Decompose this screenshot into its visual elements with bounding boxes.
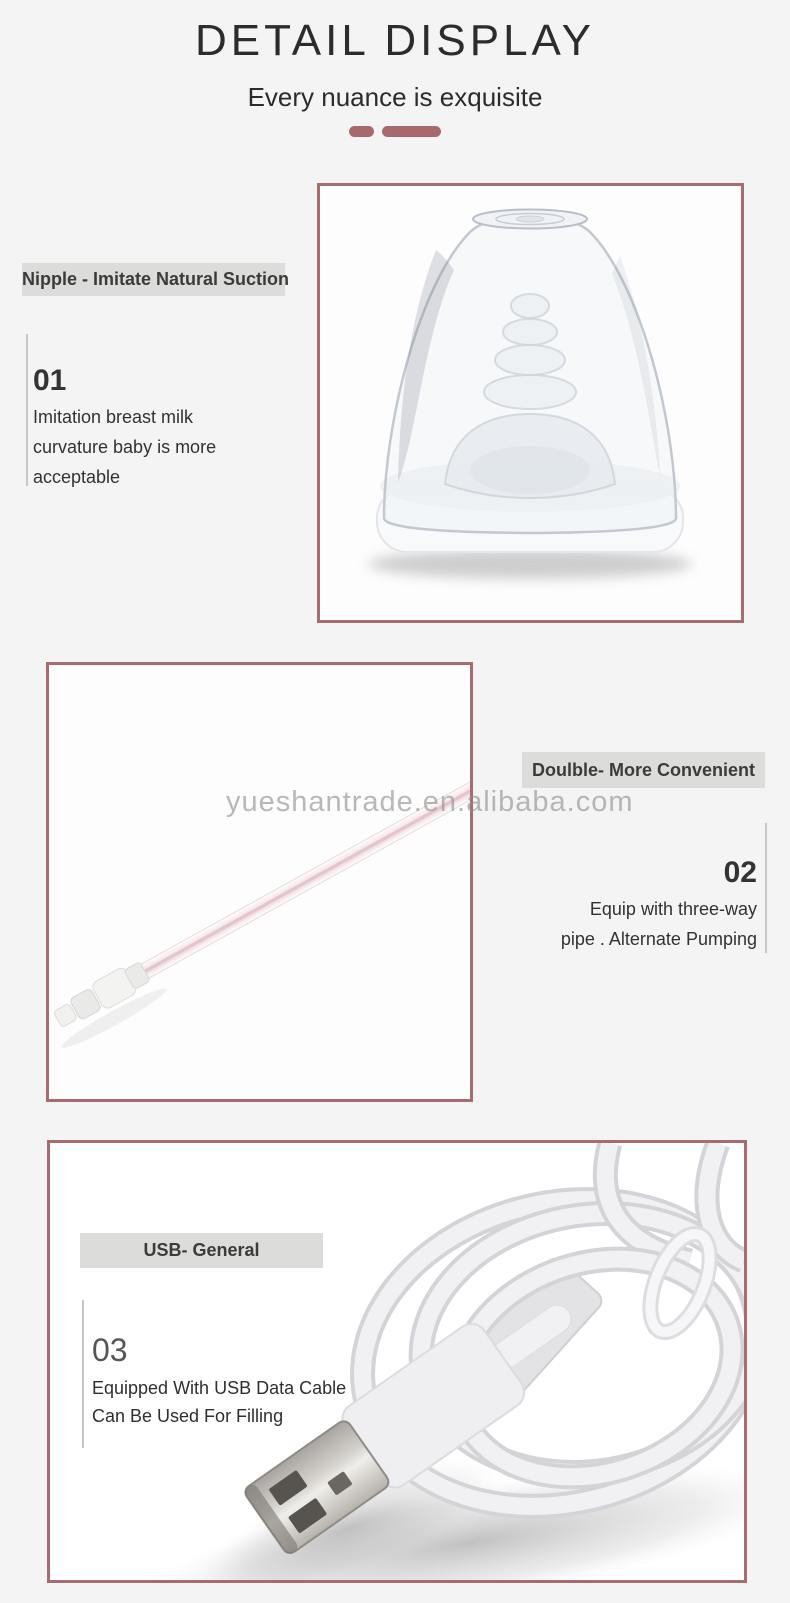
section-1-text-line: acceptable — [33, 467, 121, 487]
section-1-label: Nipple - Imitate Natural Suction — [22, 263, 285, 296]
ornament-pill-small — [349, 126, 374, 137]
ornament-pill-large — [382, 126, 441, 137]
section-1-photo-frame — [317, 183, 744, 623]
section-2-divider-line — [765, 823, 767, 953]
section-2-number: 02 — [723, 856, 757, 889]
section-1-description — [33, 402, 216, 492]
nipple-cover-photo — [320, 186, 741, 620]
three-way-pipe-photo — [49, 665, 470, 1099]
section-1-text-line: curvature baby is more — [33, 437, 217, 457]
section-2-label: Doulble- More Convenient — [522, 752, 765, 788]
section-2-photo-frame — [46, 662, 473, 1102]
section-3-text-line: Equipped With USB Data Cable — [92, 1378, 347, 1398]
section-2-text-line: Equip with three-way — [589, 899, 757, 919]
page-title: DETAIL DISPLAY — [195, 16, 595, 65]
section-1-text-line: Imitation breast milk — [33, 407, 194, 427]
page-subtitle: Every nuance is exquisite — [247, 82, 543, 112]
outer-dome — [384, 210, 676, 534]
section-3-text-line: Can Be Used For Filling — [92, 1406, 284, 1426]
watermark: yueshantrade.en.alibaba.com — [226, 786, 634, 818]
section-1-divider-line — [26, 334, 28, 486]
nipple-cover-shadow — [368, 549, 692, 579]
section-2-text-line: pipe . Alternate Pumping — [560, 929, 757, 949]
usb-cable-photo — [50, 1143, 744, 1580]
section-3-label: USB- General — [80, 1233, 323, 1268]
section-2-description — [561, 894, 757, 954]
section-3-number: 03 — [92, 1332, 128, 1368]
section-1-number: 01 — [33, 364, 67, 397]
section-3-description — [92, 1374, 346, 1430]
section-3-divider-line — [82, 1300, 84, 1448]
title-ornament — [0, 126, 790, 137]
section-3-photo-frame — [47, 1140, 747, 1583]
